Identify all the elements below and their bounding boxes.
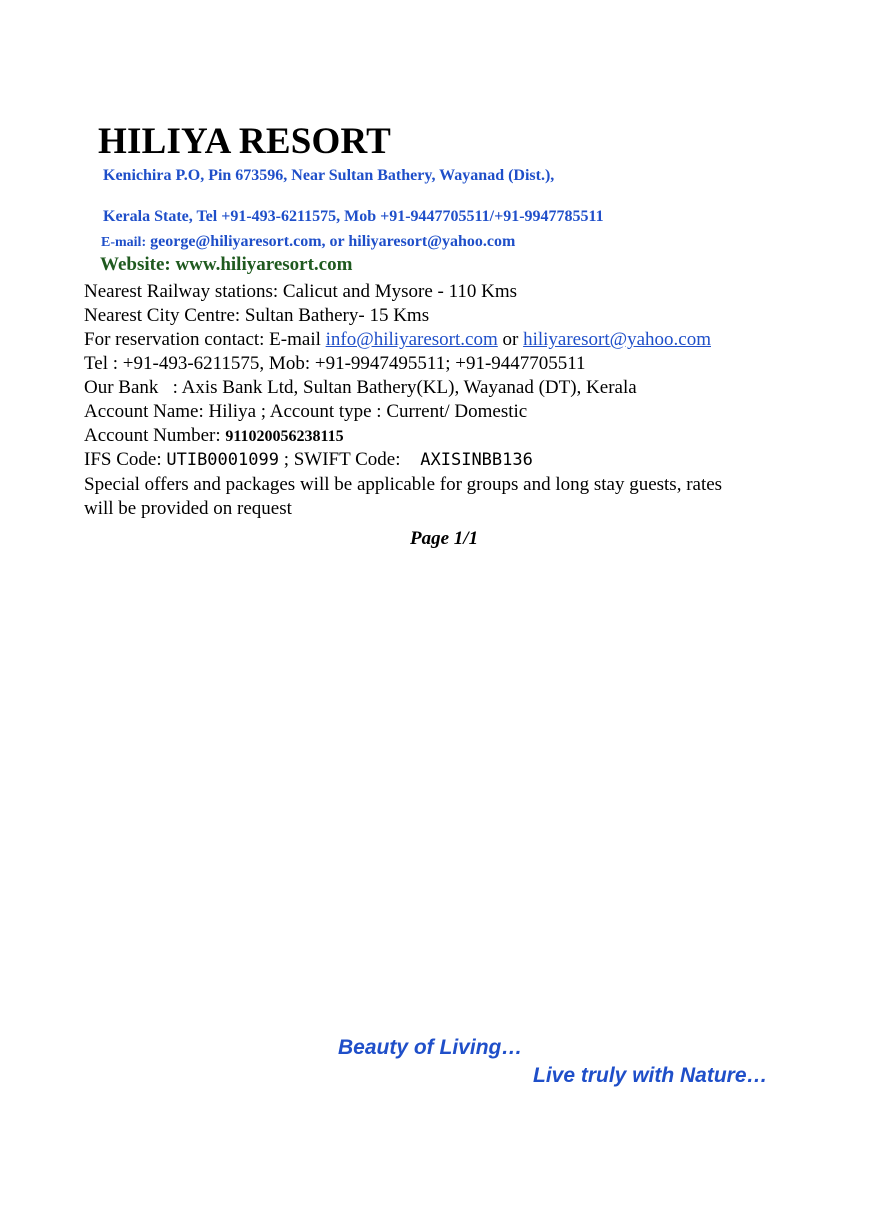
swift-code: AXISINBB136: [410, 450, 533, 470]
swift-label: ; SWIFT Code:: [278, 449, 411, 470]
tagline-1: Beauty of Living…: [338, 1036, 523, 1059]
reservation-contact: [84, 329, 711, 351]
account-number: 911020056238115: [225, 428, 344, 445]
email-label: E-mail:: [101, 235, 147, 250]
offers-line-2: will be provided on request: [84, 498, 292, 519]
account-name-info: Account Name: Hiliya ; Account type : Current/ Domestic: [84, 401, 528, 422]
address-line-1: Kenichira P.O, Pin 673596, Near Sultan Bathery, Wayanad (Dist.),: [103, 167, 555, 184]
header-email-line: [101, 233, 515, 251]
ifs-label: IFS Code:: [84, 449, 167, 470]
city-centre-info: Nearest City Centre: Sultan Bathery- 15 Kms: [84, 305, 430, 326]
header-emails: george@hiliyaresort.com, or hiliyaresort@yahoo.com: [146, 233, 516, 250]
account-number-line: [84, 425, 344, 447]
reservation-or: or: [497, 329, 524, 350]
railway-info: Nearest Railway stations: Calicut and Mysore - 110 Kms: [84, 281, 518, 302]
reservation-email-link-2[interactable]: hiliyaresort@yahoo.com: [523, 329, 711, 350]
resort-title: HILIYA RESORT: [98, 121, 391, 162]
tagline-2: Live truly with Nature…: [533, 1064, 768, 1087]
account-number-label: Account Number:: [84, 425, 226, 446]
website-line: Website: www.hiliyaresort.com: [100, 254, 353, 275]
telephone-info: Tel : +91-493-6211575, Mob: +91-9947495511; +91-9447705511: [84, 353, 586, 374]
offers-line-1: Special offers and packages will be applicable for groups and long stay guests, rates: [84, 474, 723, 495]
address-line-2: Kerala State, Tel +91-493-6211575, Mob +91-9447705511/+91-9947785511: [103, 208, 604, 225]
ifs-swift-line: [84, 449, 533, 471]
ifs-code: UTIB0001099: [166, 450, 279, 470]
reservation-prefix: For reservation contact: E-mail: [84, 329, 326, 350]
bank-info: Our Bank : Axis Bank Ltd, Sultan Bathery(KL), Wayanad (DT), Kerala: [84, 377, 637, 398]
page-number: Page 1/1: [410, 528, 479, 549]
reservation-email-link-1[interactable]: info@hiliyaresort.com: [325, 329, 498, 350]
